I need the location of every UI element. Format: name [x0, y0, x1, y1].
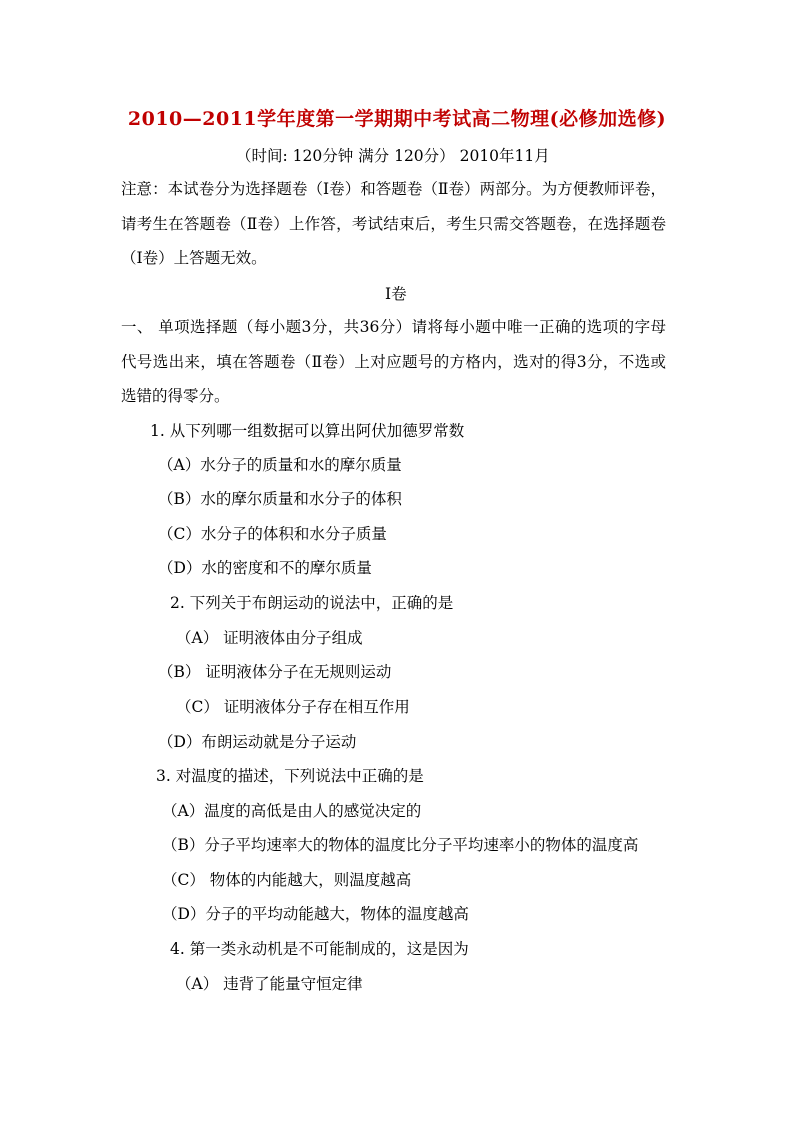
question-option: （A） 证明液体由分子组成 [176, 629, 363, 647]
exam-title: 2010—2011学年度第一学期期中考试高二物理(必修加选修) [127, 108, 667, 130]
question-option: （B） 证明液体分子在无规则运动 [158, 663, 392, 681]
question-option: （D）分子的平均动能越大，物体的温度越高 [162, 905, 469, 923]
question-option: （C）水分子的体积和水分子质量 [158, 525, 387, 543]
question-option: （C） 物体的内能越大，则温度越高 [162, 871, 412, 889]
exam-subtitle: （时间: 120分钟 满分 120分） 2010年11月 [236, 147, 550, 165]
question-stem: 1. 从下列哪一组数据可以算出阿伏加德罗常数 [150, 422, 465, 440]
notice-paragraph: 注意：本试卷分为选择题卷（Ⅰ卷）和答题卷（Ⅱ卷）两部分。为方便教师评卷，请考生在答题卷（Ⅱ卷）上作答，考试结束后，考生只需交答题卷，在选择题卷（Ⅰ卷）上答题无效。 [121, 180, 666, 267]
question-option: （A） 违背了能量守恒定律 [176, 975, 363, 993]
question-option: （A）水分子的质量和水的摩尔质量 [158, 456, 402, 474]
question-option: （D）水的密度和不的摩尔质量 [158, 559, 372, 577]
question-stem: 4. 第一类永动机是不可能制成的，这是因为 [170, 940, 469, 958]
question-option: （B）分子平均速率大的物体的温度比分子平均速率小的物体的温度高 [162, 836, 639, 854]
question-option: （A）温度的高低是由人的感觉决定的 [162, 802, 422, 820]
question-stem: 3. 对温度的描述，下列说法中正确的是 [156, 767, 424, 785]
volume-label: Ⅰ卷 [385, 285, 407, 303]
question-option: （D）布朗运动就是分子运动 [158, 733, 357, 751]
question-option: （B）水的摩尔质量和水分子的体积 [158, 490, 402, 508]
section-instructions: 一、 单项选择题（每小题3分，共36分）请将每小题中唯一正确的选项的字母代号选出来，填在答题卷（Ⅱ卷）上对应题号的方格内，选对的得3分，不选或选错的得零分。 [121, 318, 666, 405]
question-option: （C） 证明液体分子存在相互作用 [176, 698, 410, 716]
question-stem: 2. 下列关于布朗运动的说法中，正确的是 [170, 594, 454, 612]
